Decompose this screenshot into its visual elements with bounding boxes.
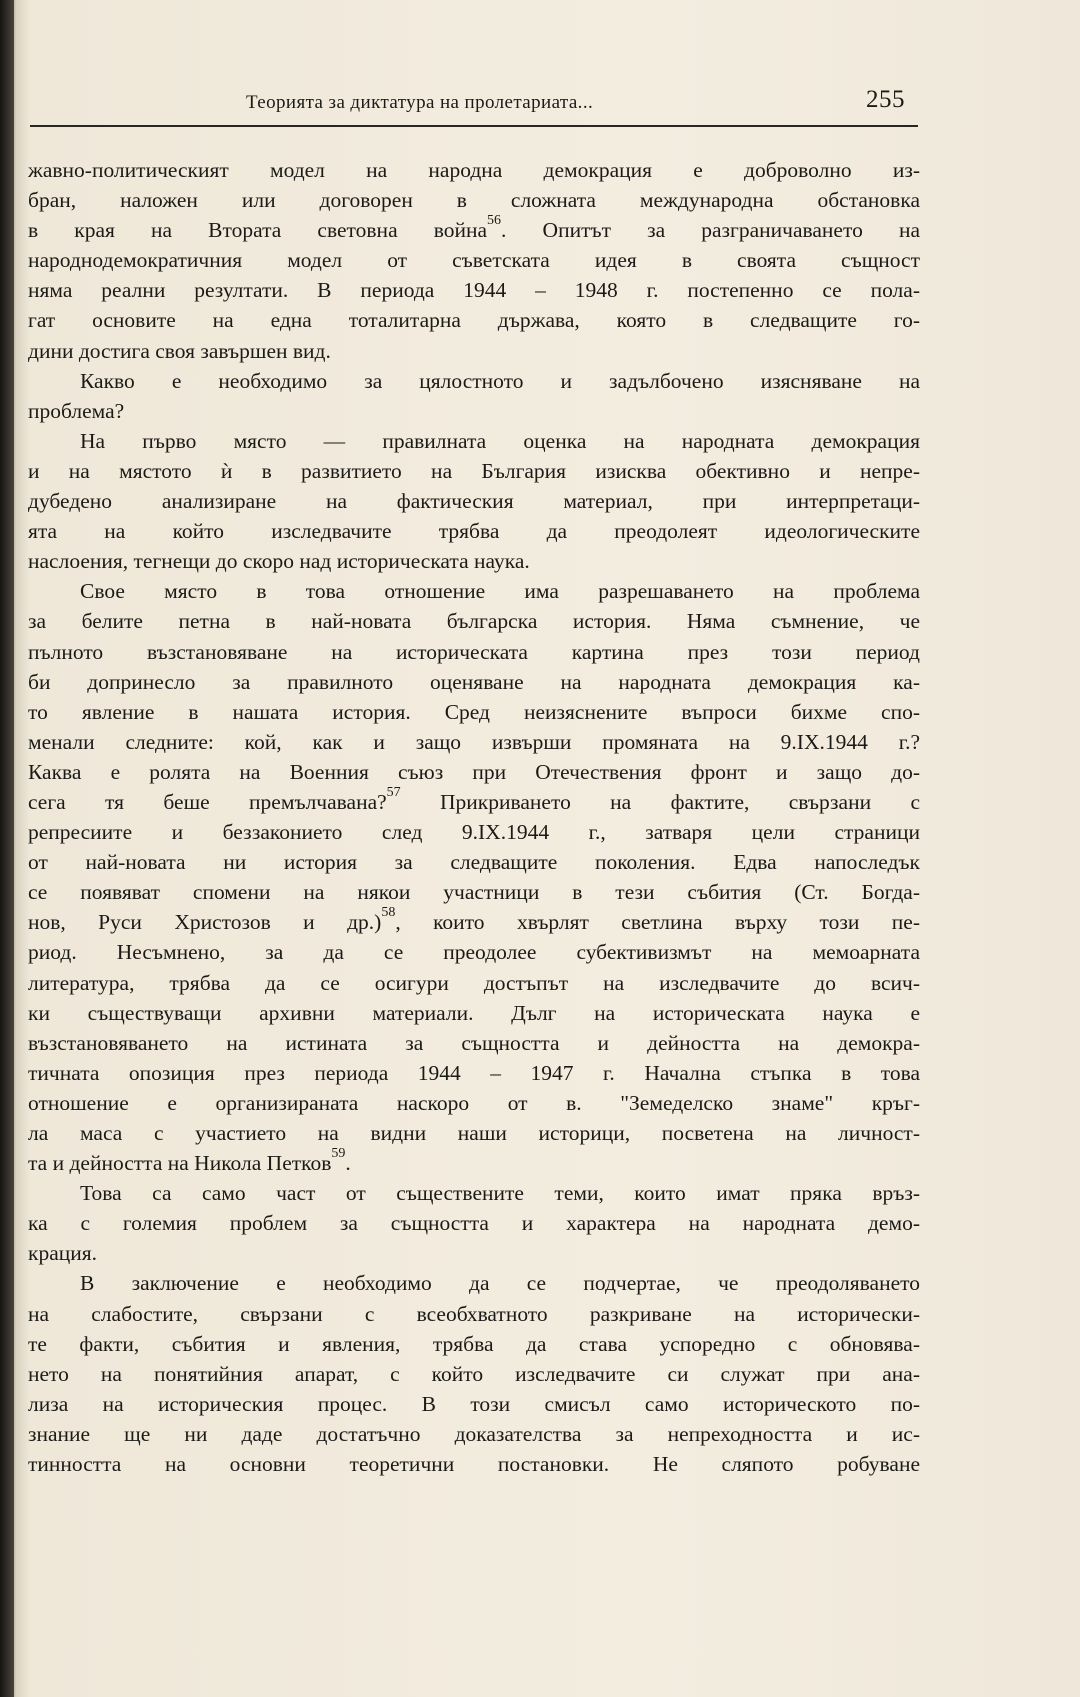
text-line [28,155,920,185]
text-line [28,1058,920,1088]
text-line [28,637,920,667]
footnote-marker[interactable]: 56 [487,215,502,229]
line-text: на слабостите, свързани с всеобхватното разкриване на исторически- [28,1301,920,1326]
text-line [28,877,920,907]
footnote-marker[interactable]: 57 [386,786,401,800]
text-line [28,1449,920,1479]
line-text: Свое място в това отношение има разрешаването на проблема [80,579,920,604]
line-text: се появяват спомени на някои участници в тези събития (Ст. Богда- [28,880,920,905]
text-line [28,366,920,396]
book-spine [0,0,14,1697]
text-line [28,516,920,546]
text-line [28,245,920,275]
text-line [28,1208,920,1238]
line-text: знание ще ни даде достатъчно доказателства за непреходността и ис- [28,1421,920,1446]
line-text: от най-новата ни история за следващите поколения. Едва напоследък [28,850,920,875]
line-text: отношение е организираната наскоро от в. "Земеделско знаме" кръг- [28,1090,920,1115]
line-text: риод. Несъмнено, за да се преодолее субективизмът на мемоарната [28,940,920,965]
text-line [28,727,920,757]
text-line [28,1028,920,1058]
body-text [28,155,920,1479]
text-line [28,1148,920,1178]
text-line [28,426,920,456]
text-line [28,486,920,516]
text-line [28,1118,920,1148]
line-text: ка с големия проблем за същността и характера на народната демо- [28,1211,920,1236]
text-line [28,1178,920,1208]
text-line [28,305,920,335]
text-line [28,1268,920,1298]
text-line [28,697,920,727]
text-line [28,546,920,576]
text-line [28,667,920,697]
line-text: Каква е ролята на Военния съюз при Отечествения фронт и защо до- [28,759,920,784]
text-line [28,185,920,215]
line-text: менали следните: кой, как и защо извърши промяната на 9.IX.1944 г.? [28,729,920,754]
line-text: лиза на историческия процес. В този смисъл само историческото по- [28,1391,920,1416]
line-text-continued: . [345,1151,351,1176]
line-text: Какво е необходимо за цялостното и задълбочено изясняване на [80,368,920,393]
line-text: сега тя беше премълчавана? [28,789,387,814]
line-text: възстановяването на истината за същността и дейността на демокра- [28,1030,920,1055]
line-text: те факти, събития и явления, трябва да става успоредно с обновява- [28,1331,920,1356]
line-text: дубедено анализиране на фактическия материал, при интерпретаци- [28,489,920,514]
text-line [28,215,920,245]
line-text: ла маса с участието на видни наши историци, посветена на личност- [28,1121,920,1145]
text-line [28,576,920,606]
line-text: Това са само част от съществените теми, които имат пряка връз- [80,1181,920,1206]
line-text: в края на Втората световна война [28,218,488,243]
text-line [28,817,920,847]
running-head: Теорията за диктатура на пролетариата... [246,92,594,113]
line-text: та и дейността на Никола Петков [28,1151,332,1176]
line-text: проблема? [28,398,125,423]
line-text-continued: , които хвърлят светлина върху този пе- [395,910,920,935]
line-text: жавно-политическият модел на народна демокрация е доброволно из- [28,158,920,182]
line-text: репресиите и беззаконието след 9.IX.1944 г., затваря цели страници [28,820,920,845]
line-text: ята на който изследвачите трябва да преодолеят идеологическите [28,519,920,544]
text-line [28,1359,920,1389]
text-line [28,275,920,305]
text-line [28,1419,920,1449]
page-number: 255 [866,86,905,113]
line-text-continued: Прикриването на фактите, свързани с [400,789,920,814]
line-text: нето на понятийния апарат, с който изследвачите си служат при ана- [28,1361,920,1386]
line-text: дини достига своя завършен вид. [28,338,331,363]
text-line [28,1329,920,1359]
text-line [28,396,920,426]
line-text: пълното възстановяване на историческата картина през този период [28,639,920,664]
line-text: литература, трябва да се осигури достъпът на изследвачите до всич- [28,970,920,995]
text-line [28,757,920,787]
line-text: На първо място — правилната оценка на народната демокрация [80,428,920,453]
line-text: за белите петна в най-новата българска история. Няма съмнение, че [28,609,920,634]
line-text-continued: . Опитът за разграничаването на [501,218,920,243]
line-text: би допринесло за правилното оценяване на народната демокрация ка- [28,669,920,694]
page-header [0,80,1080,120]
line-text: бран, наложен или договорен в сложната международна обстановка [28,188,920,213]
header-rule [30,125,918,127]
text-line [28,937,920,967]
line-text: гат основите на една тоталитарна държава, която в следващите го- [28,308,920,333]
text-line [28,1238,920,1268]
text-line [28,907,920,937]
footnote-marker[interactable]: 58 [381,907,396,921]
text-line [28,998,920,1028]
text-line [28,336,920,366]
text-line [28,847,920,877]
line-text: наслоения, тегнещи до скоро над историческата наука. [28,549,530,574]
text-line [28,787,920,817]
line-text: нов, Руси Христозов и др.) [28,910,382,935]
text-line [28,1088,920,1118]
line-text: В заключение е необходимо да се подчертае, че преодоляването [80,1271,920,1296]
text-line [28,968,920,998]
text-line [28,1389,920,1419]
line-text: то явление в нашата история. Сред неизяснените въпроси бихме спо- [28,699,920,724]
line-text: тичната опозиция през периода 1944 – 1947 г. Начална стъпка в това [28,1060,920,1085]
text-line [28,1299,920,1329]
text-line [28,456,920,486]
line-text: ки съществуващи архивни материали. Дълг на историческата наука е [28,1000,920,1025]
line-text: тинността на основни теоретични постановки. Не сляпото робуване [28,1452,920,1477]
line-text: няма реални резултати. В периода 1944 – 1948 г. постепенно се пола- [28,278,920,303]
text-line [28,606,920,636]
line-text: крация. [28,1241,98,1266]
line-text: народнодемократичния модел от съветската идея в своята същност [28,248,920,273]
line-text: и на мястото ѝ в развитието на България изисква обективно и непре- [28,458,920,483]
footnote-marker[interactable]: 59 [331,1148,346,1162]
